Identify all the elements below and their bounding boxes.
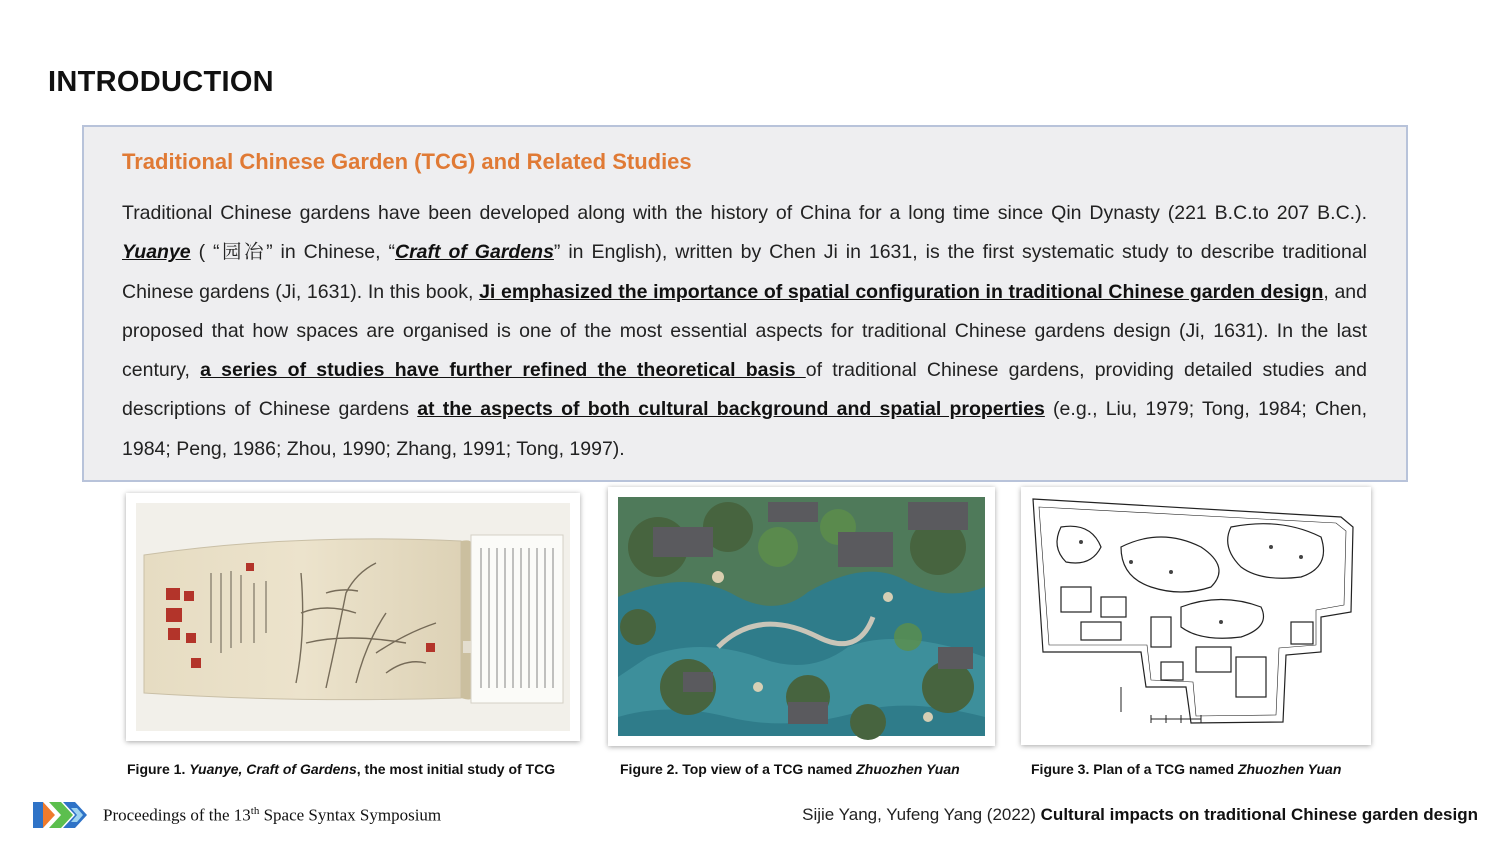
figure-2-image	[608, 487, 995, 746]
yuanye-book-illustration	[126, 493, 580, 741]
paragraph-text: ” in English), written by Chen Ji in 1631, is the first systematic study to describe traditional Chinese gardens (Ji, 1631). In this book,	[122, 241, 1368, 303]
symposium-logo-icon	[33, 800, 89, 830]
proceedings-text: Space Syntax Symposium	[259, 805, 442, 825]
proceedings-sup: th	[250, 805, 260, 817]
figure-1-caption	[127, 761, 555, 777]
box-heading: Traditional Chinese Garden (TCG) and Related Studies	[122, 149, 692, 174]
caption-italic: Yuanye, Craft of Gardens	[189, 761, 357, 777]
figure-3-caption	[1031, 761, 1341, 777]
emphasis-cultural-spatial: at the aspects of both cultural background and spatial properties	[417, 398, 1045, 421]
intro-paragraph	[122, 194, 1367, 469]
figure-1-image	[126, 493, 580, 741]
paragraph-text: ( “园冶” in Chinese, “	[190, 241, 396, 264]
zhuozhen-yuan-plan-drawing	[1021, 487, 1371, 745]
yuanye-term: Yuanye	[122, 241, 191, 264]
citation-title: Cultural impacts on traditional Chinese garden design	[1040, 805, 1478, 824]
zhuozhen-yuan-aerial-photo	[608, 487, 995, 746]
paper-citation	[802, 805, 1478, 825]
caption-prefix: Figure 3. Plan of a TCG named	[1031, 761, 1238, 777]
intro-text-box	[82, 125, 1408, 482]
caption-suffix: , the most initial study of TCG	[356, 761, 556, 777]
emphasis-spatial-configuration: Ji emphasized the importance of spatial configuration in traditional Chinese garden design	[479, 280, 1324, 303]
proceedings-label	[103, 805, 441, 826]
emphasis-theoretical-basis: a series of studies have further refined the theoretical basis	[200, 359, 806, 382]
paragraph-text: , and proposed that how spaces are organised is one of the most essential aspects for traditional Chinese gardens design (Ji, 1631). In the last century,	[122, 280, 1367, 382]
craft-of-gardens-term: Craft of Gardens	[395, 241, 554, 264]
page-title: INTRODUCTION	[48, 66, 274, 98]
paragraph-text: Traditional Chinese gardens have been developed along with the history of China for a long time since Qin Dynasty (221 B.C.to 207 B.C.).	[122, 202, 1367, 224]
paragraph-text: (e.g., Liu, 1979; Tong, 1984; Chen, 1984; Peng, 1986; Zhou, 1990; Zhang, 1991; Tong, 1997).	[122, 398, 1368, 460]
figure-3-image	[1021, 487, 1371, 745]
caption-italic: Zhuozhen Yuan	[1237, 761, 1342, 777]
citation-authors: Sijie Yang, Yufeng Yang (2022)	[802, 805, 1041, 824]
figure-2-caption	[620, 761, 960, 777]
paragraph-text: of traditional Chinese gardens, providing detailed studies and descriptions of Chinese gardens	[122, 359, 1367, 421]
proceedings-text: Proceedings of the 13	[103, 805, 251, 825]
caption-prefix: Figure 2. Top view of a TCG named	[620, 761, 857, 777]
caption-prefix: Figure 1.	[127, 761, 190, 777]
caption-italic: Zhuozhen Yuan	[856, 761, 960, 777]
